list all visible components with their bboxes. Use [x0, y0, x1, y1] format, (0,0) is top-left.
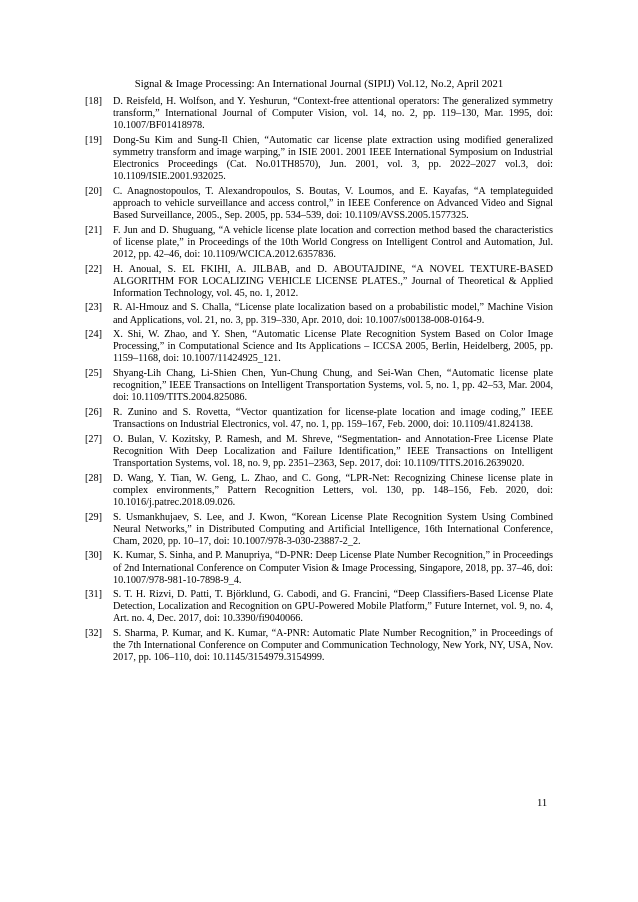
- reference-text: S. T. H. Rizvi, D. Patti, T. Björklund, G. Cabodi, and G. Francini, “Deep Classifiers-Based License Plate Detection, Localization and Recognition on GPU-Powered Mobile Platform,” Future Internet, vol. 9, no. 4, Art. no. 4, Dec. 2017, doi: 10.3390/fi9040066.: [113, 589, 553, 625]
- reference-number: [18]: [85, 96, 102, 107]
- reference-entry: [85, 368, 553, 404]
- reference-entry: [85, 512, 553, 548]
- reference-number: [24]: [85, 329, 102, 341]
- reference-text: R. Zunino and S. Rovetta, “Vector quantization for license-plate location and image coding,” IEEE Transactions on Industrial Electronics, vol. 47, no. 1, pp. 159–167, Feb. 2000, doi: 10.1109/41.824138.: [113, 407, 553, 431]
- reference-entry: [85, 628, 553, 664]
- reference-number: [20]: [85, 185, 102, 197]
- reference-entry: [85, 473, 553, 509]
- reference-text: Shyang-Lih Chang, Li-Shien Chen, Yun-Chung Chung, and Sei-Wan Chen, “Automatic license plate recognition,” IEEE Transactions on Intelligent Transportation Systems, vol. 5, no. 1, pp. 42–53, Mar. 2004, doi: 10.1109/TITS.2004.825086.: [113, 368, 553, 404]
- reference-text: X. Shi, W. Zhao, and Y. Shen, “Automatic License Plate Recognition System Based on Color Image Processing,” in Computational Science and Its Applications – ICCSA 2005, Berlin, Heidelberg, 2005, pp. 1159–1168, doi: 10.1007/11424925_121.: [113, 329, 553, 365]
- reference-entry: [85, 135, 553, 183]
- reference-number: [19]: [85, 134, 102, 146]
- reference-number: [29]: [85, 511, 102, 523]
- reference-entry: [85, 186, 553, 222]
- reference-number: [30]: [85, 550, 102, 562]
- reference-entry: [85, 264, 553, 300]
- reference-number: [27]: [85, 433, 102, 445]
- reference-number: [22]: [85, 263, 102, 275]
- reference-entry: [85, 550, 553, 586]
- reference-text: H. Anoual, S. EL FKIHI, A. JILBAB, and D. ABOUTAJDINE, “A NOVEL TEXTURE-BASED ALGORITHM FOR LOCALIZING VEHICLE LICENSE PLATES.,” Journal of Theoretical & Applied Information Technology, vol. 45, no. 1, 2012.: [113, 263, 553, 299]
- reference-text: Dong-Su Kim and Sung-Il Chien, “Automatic car license plate extraction using modified generalized symmetry transform and image warping,” in ISIE 2001. 2001 IEEE International Symposium on Industrial Electronics Proceedings (Cat. No.01TH8570), Jun. 2001, vol. 3, pp. 2022–2027 vol.3, doi: 10.1109/ISIE.2001.932025.: [113, 134, 553, 183]
- reference-text: S. Sharma, P. Kumar, and K. Kumar, “A-PNR: Automatic Plate Number Recognition,” in Proceedings of the 7th International Conference on Computer and Communication Technology, New York, NY, USA, Nov. 2017, pp. 106–110, doi: 10.1145/3154979.3154999.: [113, 628, 553, 664]
- reference-list: [85, 96, 553, 667]
- reference-entry: [85, 225, 553, 261]
- reference-number: [26]: [85, 407, 102, 418]
- reference-entry: [85, 96, 553, 132]
- reference-entry: [85, 329, 553, 365]
- reference-number: [25]: [85, 368, 102, 380]
- reference-entry: [85, 407, 553, 431]
- reference-text: C. Anagnostopoulos, T. Alexandropoulos, S. Boutas, V. Loumos, and E. Kayafas, “A templateguided approach to vehicle surveillance and access control,” in IEEE Conference on Advanced Video and Signal Based Surveillance, 2005., Sep. 2005, pp. 534–539, doi: 10.1109/AVSS.2005.1577325.: [113, 185, 553, 222]
- reference-text: S. Usmankhujaev, S. Lee, and J. Kwon, “Korean License Plate Recognition System Using Combined Neural Networks,” in Distributed Computing and Artificial Intelligence, 16th International Conference, Cham, 2020, pp. 10–17, doi: 10.1007/978-3-030-23887-2_2.: [113, 511, 553, 547]
- reference-number: [28]: [85, 472, 102, 484]
- reference-text: F. Jun and D. Shuguang, “A vehicle license plate location and correction method based the characteristics of license plate,” in Proceedings of the 10th World Congress on Intelligent Control and Automation, Jul. 2012, pp. 42–46, doi: 10.1109/WCICA.2012.6357836.: [113, 224, 553, 260]
- page-number: 11: [537, 798, 548, 809]
- reference-number: [23]: [85, 302, 102, 314]
- reference-entry: [85, 302, 553, 326]
- reference-number: [32]: [85, 628, 102, 640]
- reference-text: D. Reisfeld, H. Wolfson, and Y. Yeshurun, “Context-free attentional operators: The generalized symmetry transform,” International Journal of Computer Vision, vol. 14, no. 2, pp. 119–130, Mar. 1995, doi: 10.1007/BF01418978.: [113, 96, 553, 132]
- reference-text: D. Wang, Y. Tian, W. Geng, L. Zhao, and C. Gong, “LPR-Net: Recognizing Chinese license plate in complex environments,” Pattern Recognition Letters, vol. 130, pp. 148–156, Feb. 2020, doi: 10.1016/j.patrec.2018.09.026.: [113, 472, 553, 508]
- reference-text: R. Al-Hmouz and S. Challa, “License plate localization based on a probabilistic model,” Machine Vision and Applications, vol. 21, no. 3, pp. 319–330, Apr. 2010, doi: 10.1007/s00138-008-0164-9.: [113, 302, 553, 326]
- reference-number: [21]: [85, 224, 102, 236]
- reference-number: [31]: [85, 589, 102, 601]
- reference-text: K. Kumar, S. Sinha, and P. Manupriya, “D-PNR: Deep License Plate Number Recognition,” in Proceedings of 2nd International Conference on Computer Vision & Image Processing, Singapore, 2018, pp. 37–46, doi: 10.1007/978-981-10-7898-9_4.: [113, 550, 553, 586]
- reference-entry: [85, 434, 553, 470]
- reference-text: O. Bulan, V. Kozitsky, P. Ramesh, and M. Shreve, “Segmentation- and Annotation-Free License Plate Recognition With Deep Localization and Failure Identification,” IEEE Transactions on Intelligent Transportation Systems, vol. 18, no. 9, pp. 2351–2363, Sep. 2017, doi: 10.1109/TITS.2016.2639020.: [113, 433, 553, 469]
- reference-entry: [85, 589, 553, 625]
- running-header: Signal & Image Processing: An International Journal (SIPIJ) Vol.12, No.2, April 2021: [134, 79, 504, 90]
